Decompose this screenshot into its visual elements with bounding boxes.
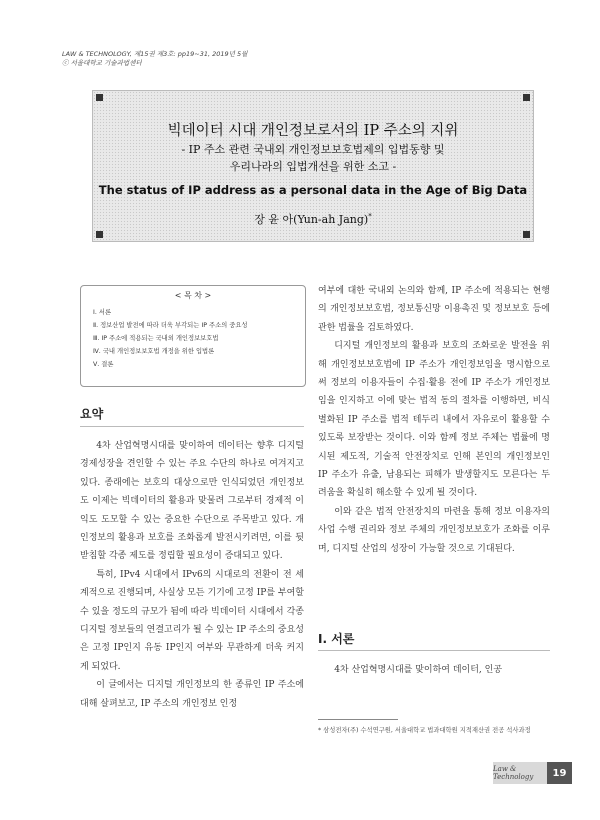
- abstract-body: [80, 437, 304, 713]
- paper-subtitle: [93, 141, 533, 175]
- english-title: The status of IP address as a personal data in the Age of Big Data: [98, 183, 528, 197]
- paper-title: 빅데이터 시대 개인정보로서의 IP 주소의 지위: [167, 123, 459, 139]
- toc-item: Ⅴ. 결론: [93, 361, 114, 368]
- abstract-paragraph: 이 글에서는 디지털 개인정보의 한 종류인 IP 주소에 대해 살펴보고, IP 주소의 개인정보 인정: [80, 680, 304, 709]
- subtitle-line-2: 우리나라의 입법개선을 위한 소고 -: [229, 160, 397, 173]
- copyright-line: ⓒ 서울대학교 기술과법센터: [62, 59, 142, 67]
- page-footer: [493, 762, 572, 784]
- toc-item: Ⅰ. 서론: [93, 309, 112, 316]
- subtitle-line-1: - IP 주소 관련 국내외 개인정보보호법제의 입법동향 및: [181, 143, 445, 156]
- author-line: [93, 211, 533, 227]
- toc-heading: < 목 차 >: [174, 291, 212, 300]
- corner-mark: [96, 231, 103, 238]
- abstract-continued: 여부에 대한 국내외 논의와 함께, IP 주소에 적용되는 현행의 개인정보보호법, 정보통신망 이용촉진 및 정보보호 등에 관한 법률을 검토하였다.: [318, 286, 550, 333]
- abstract-paragraph: 특히, IPv4 시대에서 IPv6의 시대로의 전환이 전 세계적으로 진행되며, 사실상 모든 기기에 고정 IP를 부여할 수 있을 정도의 규모가 됨에 따라 빅데이터 시대에서 각종 디지털 정보들의 연결고리가 될 수 있는 IP 주소의 중요성은 고정 IP인지 유동 IP인지 여부와 무관하게 더욱 커지게 되었다.: [80, 569, 304, 672]
- journal-citation: LAW & TECHNOLOGY, 제15권 제3호: pp19~31, 2019년 5월: [62, 50, 248, 58]
- abstract-paragraph: 디지털 개인정보의 활용과 보호의 조화로운 발전을 위해 개인정보보호법에 IP 주소가 개인정보임을 명시함으로써 정보의 이용자들이 수집·활용 전에 IP 주소가 개인정보임을 인지하고 이에 맞는 법적 동의 절차를 이행하면, 비식별화된 IP 주소를 법적 테두리 내에서 자유로이 활용할 수 있도록 보장받는 것이다. 이와 함께 정보 주체는 법률에 명시된 제도적, 기술적 안전장치로 인해 본인의 개인정보인 IP 주소가 유출, 남용되는 피해가 발생할지도 모른다는 두려움을 확실히 해소할 수 있게 될 것이다.: [318, 341, 550, 499]
- corner-mark: [523, 94, 530, 101]
- toc-list: [93, 306, 248, 371]
- author-name: 장 윤 아(Yun-ah Jang): [254, 213, 369, 226]
- corner-mark: [523, 231, 530, 238]
- title-box: [92, 90, 534, 242]
- introduction-paragraph: 4차 산업혁명시대를 맞이하여 데이터, 인공: [334, 665, 503, 675]
- journal-header: [62, 50, 247, 68]
- table-of-contents: [80, 285, 306, 387]
- corner-mark: [96, 94, 103, 101]
- right-column-body: [318, 282, 550, 558]
- author-footnote: * 삼성전자(주) 수석연구원, 서울대학교 법과대학원 지적재산권 전공 석사과정: [318, 727, 531, 734]
- journal-footer-label: Law & Technology: [493, 762, 547, 784]
- author-footnote-mark: *: [368, 212, 372, 221]
- introduction-body: [318, 661, 550, 679]
- section-heading-introduction: Ⅰ. 서론: [318, 632, 355, 646]
- page-number: 19: [547, 762, 572, 784]
- abstract-paragraph: 4차 산업혁명시대를 맞이하여 데이터는 향후 디지털 경제성장을 견인할 수 있는 주요 수단의 하나로 여겨지고 있다. 종래에는 보호의 대상으로만 인식되었던 개인정보도 이제는 빅데이터의 활용과 맞물려 그로부터 경제적 이익도 도모할 수 있는 중요한 수단으로 주목받고 있다. 개인정보의 활용과 보호를 조화롭게 발전시키려면, 이를 뒷받침할 각종 제도를 정립할 필요성이 증대되고 있다.: [80, 441, 304, 562]
- section-divider: [318, 650, 550, 651]
- toc-item: Ⅲ. IP 주소에 적용되는 국내외 개인정보보호법: [93, 335, 219, 342]
- abstract-divider: [80, 426, 304, 427]
- toc-item: Ⅳ. 국내 개인정보보호법 개정을 위한 입법론: [93, 348, 215, 355]
- abstract-heading: 요약: [80, 407, 104, 421]
- toc-item: Ⅱ. 정보산업 발전에 따라 더욱 부각되는 IP 주소의 중요성: [93, 322, 248, 329]
- abstract-paragraph: 이와 같은 법적 안전장치의 마련을 통해 정보 이용자의 사업 수행 권리와 정보 주체의 개인정보보호가 조화를 이루며, 디지털 산업의 성장이 가능할 것으로 기대된다.: [318, 506, 550, 554]
- footnote-rule: [318, 719, 398, 720]
